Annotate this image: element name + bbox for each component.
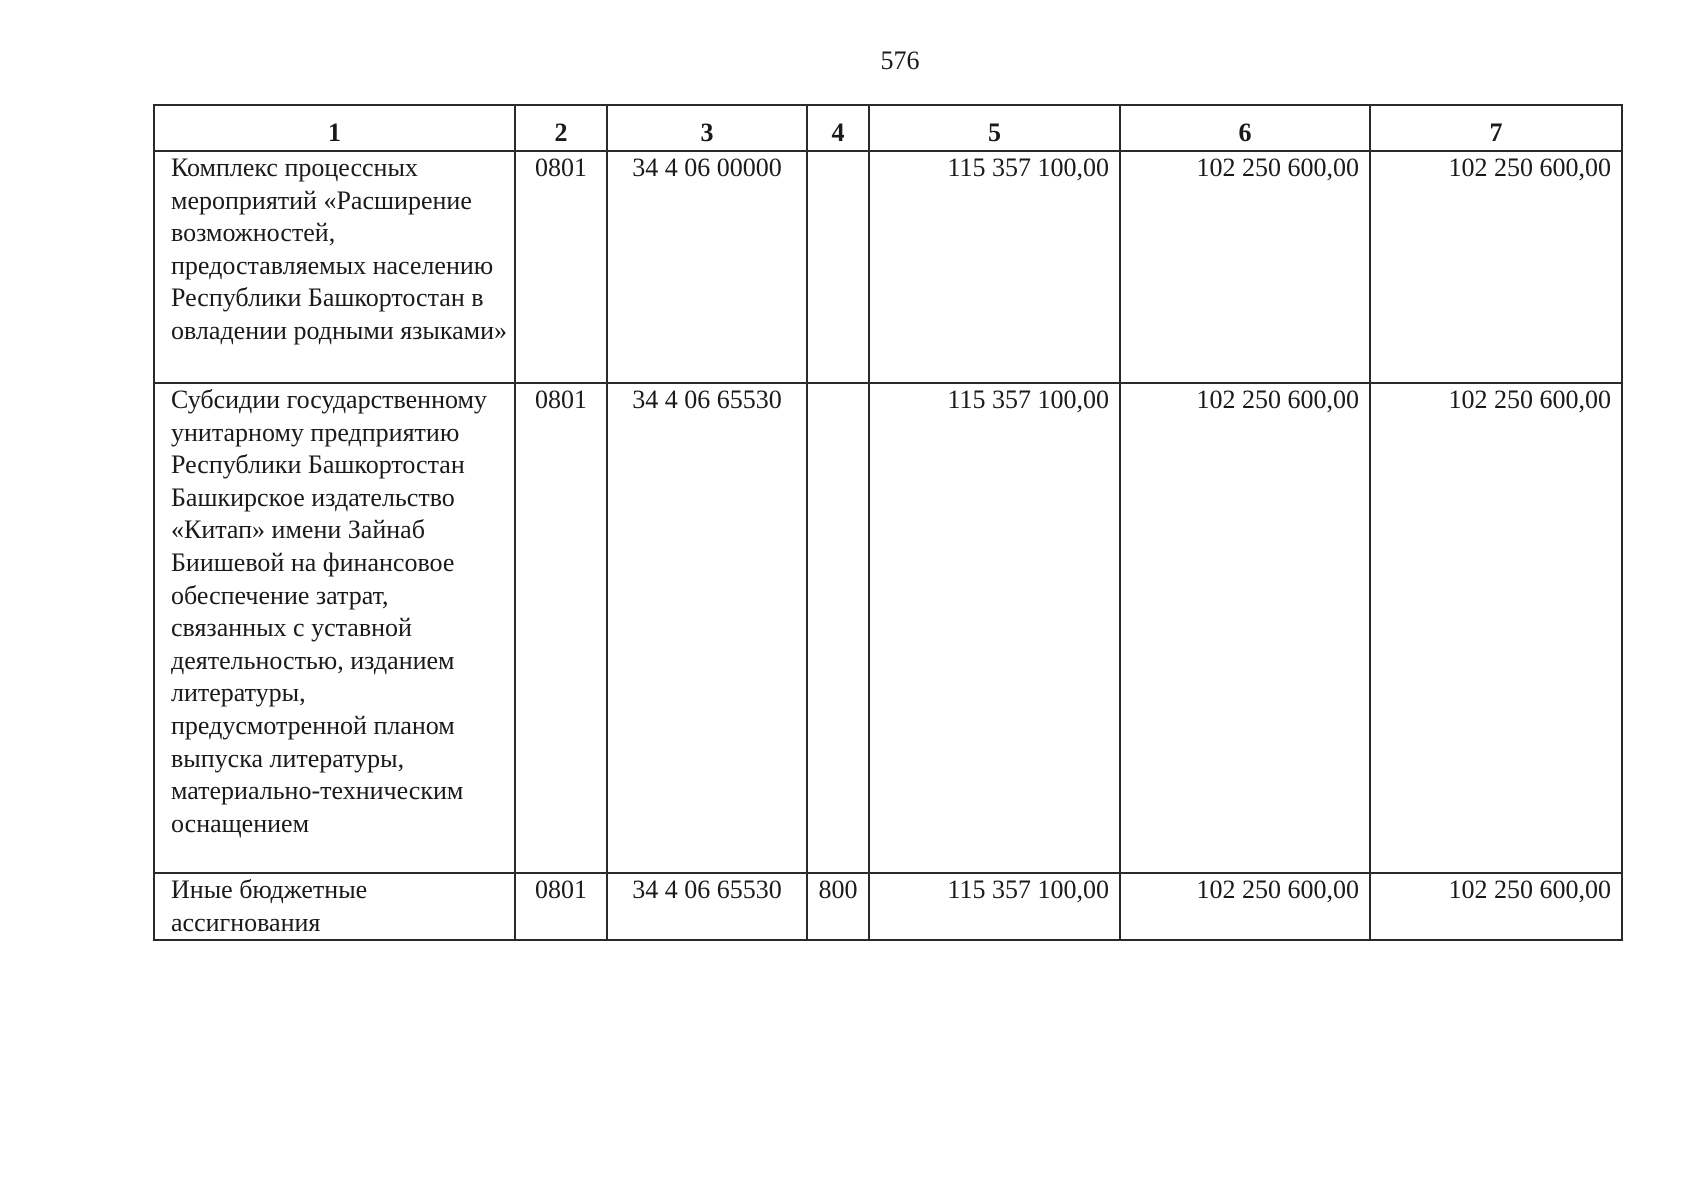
row-section-cell: 0801 xyxy=(515,383,607,873)
row-name-cell: Комплекс процессных мероприятий «Расширение возможностей, предоставляемых населению Республики Башкортостан в овладении родными языками» xyxy=(154,151,515,383)
row-amount-3-cell: 102 250 600,00 xyxy=(1370,383,1622,873)
row-section-cell: 0801 xyxy=(515,873,607,940)
row-amount-1-cell: 115 357 100,00 xyxy=(869,151,1120,383)
header-cell-3: 3 xyxy=(607,105,807,151)
row-amount-1-cell: 115 357 100,00 xyxy=(869,383,1120,873)
table-row xyxy=(154,873,1622,940)
row-name-cell: Иные бюджетные ассигнования xyxy=(154,873,515,940)
row-code-cell: 34 4 06 65530 xyxy=(607,873,807,940)
row-amount-1-cell: 115 357 100,00 xyxy=(869,873,1120,940)
row-code-cell: 34 4 06 00000 xyxy=(607,151,807,383)
row-amount-3-cell: 102 250 600,00 xyxy=(1370,873,1622,940)
page-number: 576 xyxy=(880,46,920,75)
row-type-cell: 800 xyxy=(807,873,869,940)
row-amount-2-cell: 102 250 600,00 xyxy=(1120,151,1370,383)
budget-table xyxy=(153,104,1623,941)
row-section-cell: 0801 xyxy=(515,151,607,383)
table-row xyxy=(154,383,1622,873)
row-amount-3-cell: 102 250 600,00 xyxy=(1370,151,1622,383)
row-name-cell: Субсидии государственному унитарному предприятию Республики Башкортостан Башкирское издательство «Китап» имени Зайнаб Биишевой на финансовое обеспечение затрат, связанных с уставной деятельностью, изданием литературы, предусмотренной планом выпуска литературы, материально-техническим оснащением xyxy=(154,383,515,873)
header-row xyxy=(154,105,1622,151)
header-cell-4: 4 xyxy=(807,105,869,151)
header-cell-1: 1 xyxy=(154,105,515,151)
row-amount-2-cell: 102 250 600,00 xyxy=(1120,873,1370,940)
header-cell-6: 6 xyxy=(1120,105,1370,151)
header-cell-5: 5 xyxy=(869,105,1120,151)
table-row xyxy=(154,151,1622,383)
row-type-cell xyxy=(807,151,869,383)
header-cell-2: 2 xyxy=(515,105,607,151)
row-type-cell xyxy=(807,383,869,873)
header-cell-7: 7 xyxy=(1370,105,1622,151)
row-amount-2-cell: 102 250 600,00 xyxy=(1120,383,1370,873)
row-code-cell: 34 4 06 65530 xyxy=(607,383,807,873)
